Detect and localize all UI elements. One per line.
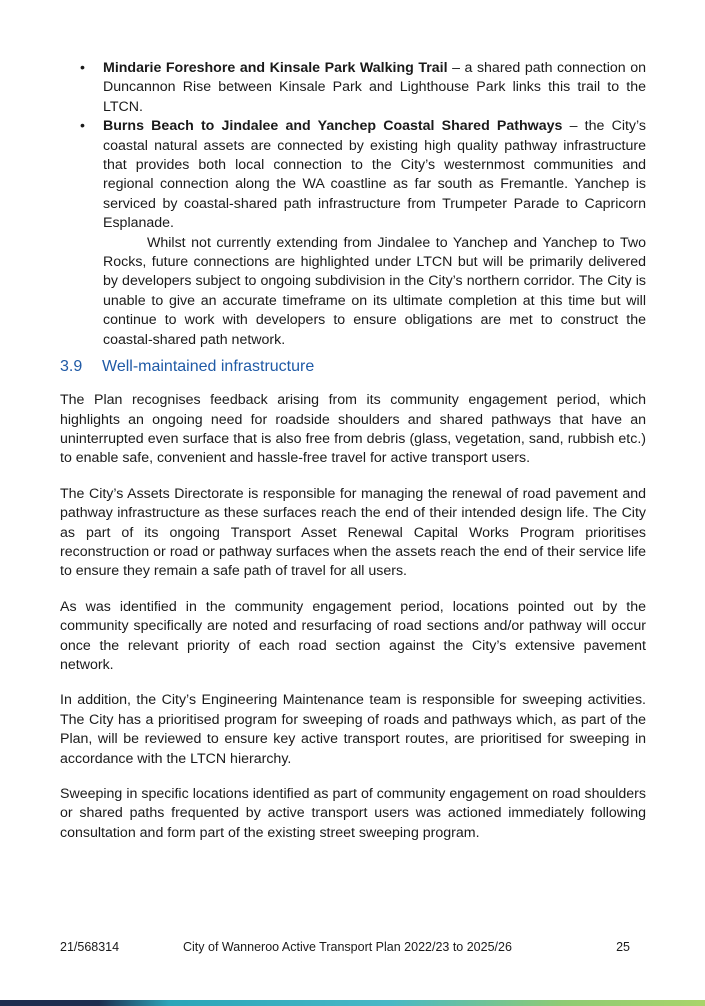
bullet-title: Mindarie Foreshore and Kinsale Park Walking Trail	[103, 60, 448, 76]
bullet-text: – a shared path connection on Duncannon Rise between Kinsale Park and Lighthouse Park links this trail to the LTCN.	[103, 60, 646, 115]
body-paragraph: As was identified in the community engagement period, locations pointed out by the community specifically are noted and resurfacing of road sections and/or pathway will occur once the relevant priority of each road section against the City’s extensive pavement network.	[60, 598, 646, 673]
footer-page-number: 25	[616, 940, 630, 954]
bullet-icon: •	[80, 60, 85, 76]
footer-doc-id: 21/568314	[60, 940, 120, 954]
bullet-item	[60, 59, 646, 117]
footer-color-band	[0, 1000, 705, 1006]
body-paragraph: The Plan recognises feedback arising from its community engagement period, which highlights an ongoing need for roadside shoulders and shared pathways that have an uninterrupted even surface that is also free from debris (glass, vegetation, sand, rubbish etc.) to enable safe, convenient and hassle-free travel for active transport users.	[60, 392, 646, 467]
bullet-list	[60, 59, 646, 234]
section-number: 3.9	[60, 358, 83, 376]
body-paragraph: The City’s Assets Directorate is responsible for managing the renewal of road pavement and pathway infrastructure as these surfaces reach the end of their intended design life. The City as part of its ongoing Transport Asset Renewal Capital Works Program prioritises reconstruction or road or pathway surfaces when the assets reach the end of their service life to ensure they remain a safe path of travel for all users.	[60, 485, 646, 580]
page-content	[60, 59, 646, 859]
section-heading	[60, 357, 646, 377]
bullet-icon: •	[80, 118, 85, 135]
bullet-text: – the City’s coastal natural assets are connected by existing high quality pathway infrastructure that provides both local connection to the City’s westernmost communities and regional connection along the WA coastline as far south as Fremantle. Yanchep is serviced by coastal-shared path infrastructure from Trumpeter Parade to Capricorn Esplanade.	[103, 118, 646, 232]
bullet-item	[60, 117, 646, 233]
bullet-continuation: Whilst not currently extending from Jindalee to Yanchep and Yanchep to Two Rocks, future connections are highlighted under LTCN but will be primarily delivered by developers subject to ongoing subdivision in the City’s northern corridor. The City is unable to give an accurate timeframe on its ultimate completion at this time but will continue to work with developers to ensure obligations are met to construct the coastal-shared path network.	[103, 234, 646, 348]
section-title: Well-maintained infrastructure	[102, 358, 315, 376]
page-footer	[60, 940, 630, 956]
footer-doc-title: City of Wanneroo Active Transport Plan 2022/23 to 2025/26	[183, 940, 512, 954]
bullet-title: Burns Beach to Jindalee and Yanchep Coastal Shared Pathways	[103, 118, 563, 135]
body-paragraph: In addition, the City’s Engineering Maintenance team is responsible for sweeping activities. The City has a prioritised program for sweeping of roads and pathways which, as part of the Plan, will be reviewed to ensure key active transport routes, are prioritised for sweeping in accordance with the LTCN hierarchy.	[60, 692, 646, 767]
body-paragraph: Sweeping in specific locations identified as part of community engagement on road shoulders or shared paths frequented by active transport users was actioned immediately following consultation and form part of the existing street sweeping program.	[60, 786, 646, 841]
